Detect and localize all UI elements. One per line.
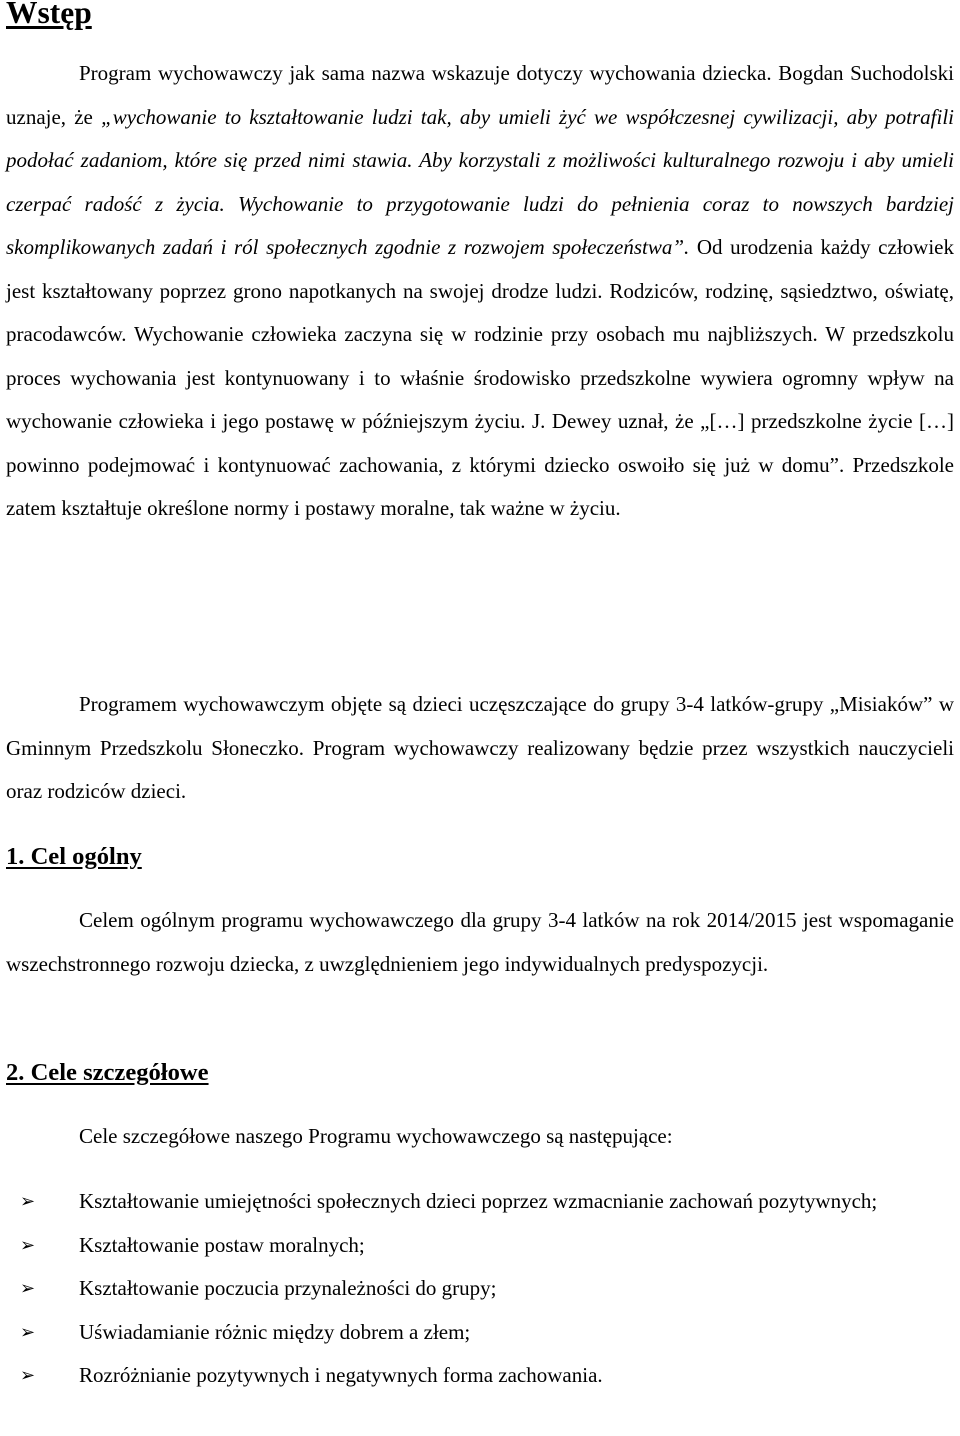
section-heading-general-goal: 1. Cel ogólny: [6, 843, 142, 870]
list-item: [6, 1224, 954, 1268]
intro-paragraph: [6, 52, 954, 531]
section-heading-detailed-goals: 2. Cele szczegółowe: [6, 1059, 209, 1086]
list-item-text: Kształtowanie poczucia przynależności do grupy;: [79, 1276, 497, 1300]
list-item: [6, 1180, 954, 1224]
quote-suchodolski: „wychowanie to kształtowanie ludzi tak, aby umieli żyć we współczesnej cywilizacji, aby potrafili podołać zadaniom, które się przed nimi stawia. Aby korzystali z możliwości kulturalnego rozwoju i aby umieli czerpać radość z życia. Wychowanie to przygotowanie ludzi do pełnienia coraz to nowszych bardziej skomplikowanych zadań i ról społecznych zgodnie z rozwojem społeczeństwa”.: [6, 104, 954, 259]
program-scope-paragraph: Programem wychowawczym objęte są dzieci uczęszczające do grupy 3-4 latków-grupy „Misiaków” w Gminnym Przedszkolu Słoneczko. Program wychowawczy realizowany będzie przez wszystkich nauczycieli oraz rodziców dzieci.: [6, 692, 954, 803]
intro-text-start: Program wychowawczy jak sama nazwa wskazuje dotyczy wychowania dziecka. Bogdan Suchodolski uznaje, że: [6, 61, 954, 129]
detailed-goals-intro: Cele szczegółowe naszego Programu wychowawczego są następujące:: [79, 1124, 673, 1148]
arrow-bullet-icon: ➢: [20, 1321, 36, 1343]
list-item-text: Kształtowanie umiejętności społecznych dzieci poprzez wzmacnianie zachowań pozytywnych;: [79, 1189, 878, 1213]
general-goal-paragraph: Celem ogólnym programu wychowawczego dla grupy 3-4 latków na rok 2014/2015 jest wspomaganie wszechstronnego rozwoju dziecka, z uwzględnieniem jego indywidualnych predyspozycji.: [6, 908, 954, 976]
list-item-text: Rozróżnianie pozytywnych i negatywnych forma zachowania.: [79, 1363, 603, 1387]
arrow-bullet-icon: ➢: [20, 1191, 36, 1212]
arrow-bullet-icon: ➢: [20, 1234, 36, 1256]
intro-text-end: Od urodzenia każdy człowiek jest kształtowany poprzez grono napotkanych na swojej drodze ludzi. Rodziców, rodzinę, sąsiedztwo, oświatę, pracodawców. Wychowanie człowieka zaczyna się w rodzinie przy osobach mu najbliższych. W przedszkolu proces wychowania jest kontynuowany i to właśnie środowisko przedszkolne wywiera ogromny wpływ na wychowanie człowieka i jego postawę w późniejszym życiu. J. Dewey uznał, że „[…] przedszkolne życie […] powinno podejmować i kontynuować zachowania, z którymi dziecko oswoiło się już w domu”. Przedszkole zatem kształtuje określone normy i postawy moralne, tak ważne w życiu.: [6, 235, 954, 520]
list-item-text: Kształtowanie postaw moralnych;: [79, 1232, 365, 1257]
arrow-bullet-icon: ➢: [20, 1365, 36, 1386]
list-item: [6, 1354, 954, 1398]
arrow-bullet-icon: ➢: [20, 1278, 36, 1299]
page-title: Wstęp: [6, 0, 92, 30]
detailed-goals-list: [6, 1180, 954, 1398]
list-item: [6, 1311, 954, 1355]
list-item: [6, 1267, 954, 1311]
list-item-text: Uświadamianie różnic między dobrem a złem;: [79, 1319, 471, 1344]
